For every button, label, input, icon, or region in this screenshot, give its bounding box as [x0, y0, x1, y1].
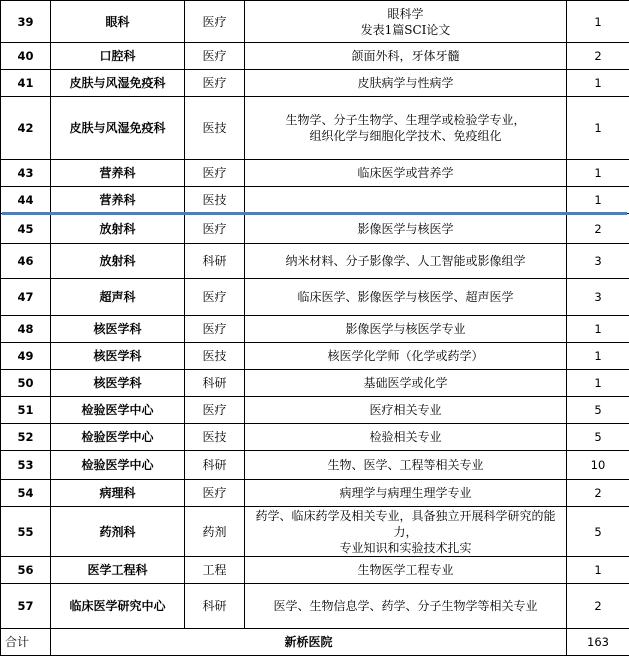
table-row — [1, 160, 629, 187]
position-type-cell: 医疗 — [185, 316, 245, 343]
department-cell: 检验医学中心 — [51, 451, 185, 480]
total-count: 163 — [567, 629, 629, 656]
row-number: 52 — [1, 424, 51, 451]
department-cell: 营养科 — [51, 160, 185, 187]
count-cell: 1 — [567, 557, 629, 584]
position-type-cell: 科研 — [185, 451, 245, 480]
table-row — [1, 343, 629, 370]
requirement-line: 皮肤病学与性病学 — [357, 76, 454, 90]
requirement-cell — [245, 279, 567, 316]
row-number: 55 — [1, 507, 51, 557]
position-type-cell: 药剂 — [185, 507, 245, 557]
count-cell: 1 — [567, 187, 629, 214]
requirement-cell — [245, 370, 567, 397]
department-cell: 眼科 — [51, 1, 185, 43]
count-cell: 10 — [567, 451, 629, 480]
row-number: 44 — [1, 187, 51, 214]
row-number: 43 — [1, 160, 51, 187]
table-row — [1, 507, 629, 557]
requirement-line: 生物、医学、工程等相关专业 — [327, 458, 484, 472]
table-row — [1, 244, 629, 279]
requirement-cell — [245, 397, 567, 424]
requirement-cell — [245, 214, 567, 244]
department-cell: 放射科 — [51, 244, 185, 279]
requirement-line: 影像医学与核医学专业 — [345, 322, 466, 336]
table-row — [1, 584, 629, 629]
requirement-line: 检验相关专业 — [369, 430, 442, 444]
requirement-line: 基础医学或化学 — [363, 376, 448, 390]
count-cell: 1 — [567, 70, 629, 97]
department-cell: 核医学科 — [51, 316, 185, 343]
requirement-cell — [245, 480, 567, 507]
department-cell: 皮肤与风湿免疫科 — [51, 97, 185, 160]
count-cell: 1 — [567, 160, 629, 187]
department-cell: 核医学科 — [51, 370, 185, 397]
row-number: 40 — [1, 43, 51, 70]
department-cell: 放射科 — [51, 214, 185, 244]
requirement-cell — [245, 244, 567, 279]
requirement-line: 纳米材料、分子影像学、人工智能或影像组学 — [285, 254, 526, 268]
row-number: 51 — [1, 397, 51, 424]
count-cell: 5 — [567, 397, 629, 424]
row-number: 57 — [1, 584, 51, 629]
requirement-line: 药学、临床药学及相关专业，具备独立开展科学研究的能力， — [255, 508, 556, 539]
requirement-cell — [245, 160, 567, 187]
position-type-cell: 医技 — [185, 424, 245, 451]
position-type-cell: 医疗 — [185, 43, 245, 70]
department-cell: 营养科 — [51, 187, 185, 214]
row-number: 54 — [1, 480, 51, 507]
requirement-line: 临床医学或营养学 — [357, 166, 454, 180]
count-cell: 1 — [567, 370, 629, 397]
requirement-line: 核医学化学师（化学或药学） — [327, 349, 484, 363]
row-number: 50 — [1, 370, 51, 397]
requirement-line: 生物学、分子生物学、生理学或检验学专业， — [285, 113, 526, 127]
count-cell: 1 — [567, 1, 629, 43]
table-row — [1, 97, 629, 160]
department-cell: 医学工程科 — [51, 557, 185, 584]
requirement-cell — [245, 316, 567, 343]
count-cell: 1 — [567, 97, 629, 160]
table-row — [1, 279, 629, 316]
requirement-cell — [245, 507, 567, 557]
position-type-cell: 医疗 — [185, 70, 245, 97]
count-cell: 2 — [567, 214, 629, 244]
count-cell: 2 — [567, 584, 629, 629]
requirement-cell — [245, 187, 567, 214]
count-cell: 3 — [567, 279, 629, 316]
requirement-line: 医学、生物信息学、药学、分子生物学等相关专业 — [273, 599, 538, 613]
requirement-cell — [245, 451, 567, 480]
requirement-cell — [245, 43, 567, 70]
department-cell: 口腔科 — [51, 43, 185, 70]
table-row — [1, 451, 629, 480]
requirement-cell — [245, 584, 567, 629]
requirement-line: 发表1篇SCI论文 — [360, 22, 451, 37]
requirement-line: 生物医学工程专业 — [357, 563, 454, 577]
department-cell: 超声科 — [51, 279, 185, 316]
requirement-line: 组织化学与细胞化学技术、免疫组化 — [309, 129, 502, 143]
requirement-line: 医疗相关专业 — [369, 403, 442, 417]
department-cell: 临床医学研究中心 — [51, 584, 185, 629]
department-cell: 检验医学中心 — [51, 424, 185, 451]
requirement-cell — [245, 70, 567, 97]
position-type-cell: 医疗 — [185, 214, 245, 244]
count-cell: 2 — [567, 480, 629, 507]
count-cell: 2 — [567, 43, 629, 70]
table-row — [1, 397, 629, 424]
position-type-cell: 科研 — [185, 370, 245, 397]
table-row — [1, 316, 629, 343]
row-number: 49 — [1, 343, 51, 370]
table-row — [1, 43, 629, 70]
table-row — [1, 557, 629, 584]
requirement-line: 专业知识和实验技术扎实 — [339, 540, 472, 555]
department-cell: 检验医学中心 — [51, 397, 185, 424]
requirement-line: 临床医学、影像医学与核医学、超声医学 — [297, 290, 514, 304]
position-type-cell: 医疗 — [185, 397, 245, 424]
total-row — [1, 629, 629, 656]
requirement-line: 颌面外科，牙体牙髓 — [351, 49, 460, 63]
requirement-line: 影像医学与核医学 — [357, 221, 454, 236]
position-type-cell: 科研 — [185, 584, 245, 629]
position-type-cell: 医技 — [185, 343, 245, 370]
requirement-cell — [245, 1, 567, 43]
position-type-cell: 医疗 — [185, 160, 245, 187]
requirement-line: 眼科学 — [387, 6, 424, 21]
position-type-cell: 科研 — [185, 244, 245, 279]
count-cell: 3 — [567, 244, 629, 279]
row-number: 42 — [1, 97, 51, 160]
position-type-cell: 医疗 — [185, 480, 245, 507]
row-number: 46 — [1, 244, 51, 279]
count-cell: 5 — [567, 507, 629, 557]
table-body — [1, 1, 629, 656]
requirement-cell — [245, 424, 567, 451]
count-cell: 1 — [567, 343, 629, 370]
total-label: 合计 — [1, 629, 51, 656]
requirement-cell — [245, 97, 567, 160]
position-type-cell: 医疗 — [185, 1, 245, 43]
position-type-cell: 医技 — [185, 187, 245, 214]
table-row — [1, 214, 629, 244]
row-number: 47 — [1, 279, 51, 316]
position-type-cell: 工程 — [185, 557, 245, 584]
table-row — [1, 424, 629, 451]
department-cell: 皮肤与风湿免疫科 — [51, 70, 185, 97]
requirement-cell — [245, 557, 567, 584]
count-cell: 5 — [567, 424, 629, 451]
table-row — [1, 70, 629, 97]
count-cell: 1 — [567, 316, 629, 343]
row-number: 39 — [1, 1, 51, 43]
row-number: 45 — [1, 214, 51, 244]
table-row — [1, 480, 629, 507]
table-row — [1, 370, 629, 397]
row-number: 56 — [1, 557, 51, 584]
row-number: 48 — [1, 316, 51, 343]
requirement-line: 病理学与病理生理学专业 — [339, 486, 472, 500]
position-type-cell: 医技 — [185, 97, 245, 160]
table-row — [1, 1, 629, 43]
department-cell: 病理科 — [51, 480, 185, 507]
row-number: 41 — [1, 70, 51, 97]
requirement-cell — [245, 343, 567, 370]
table-separator-line — [2, 212, 627, 215]
department-cell: 核医学科 — [51, 343, 185, 370]
hospital-name: 新桥医院 — [51, 629, 567, 656]
row-number: 53 — [1, 451, 51, 480]
department-cell: 药剂科 — [51, 507, 185, 557]
table-row — [1, 187, 629, 214]
position-type-cell: 医疗 — [185, 279, 245, 316]
